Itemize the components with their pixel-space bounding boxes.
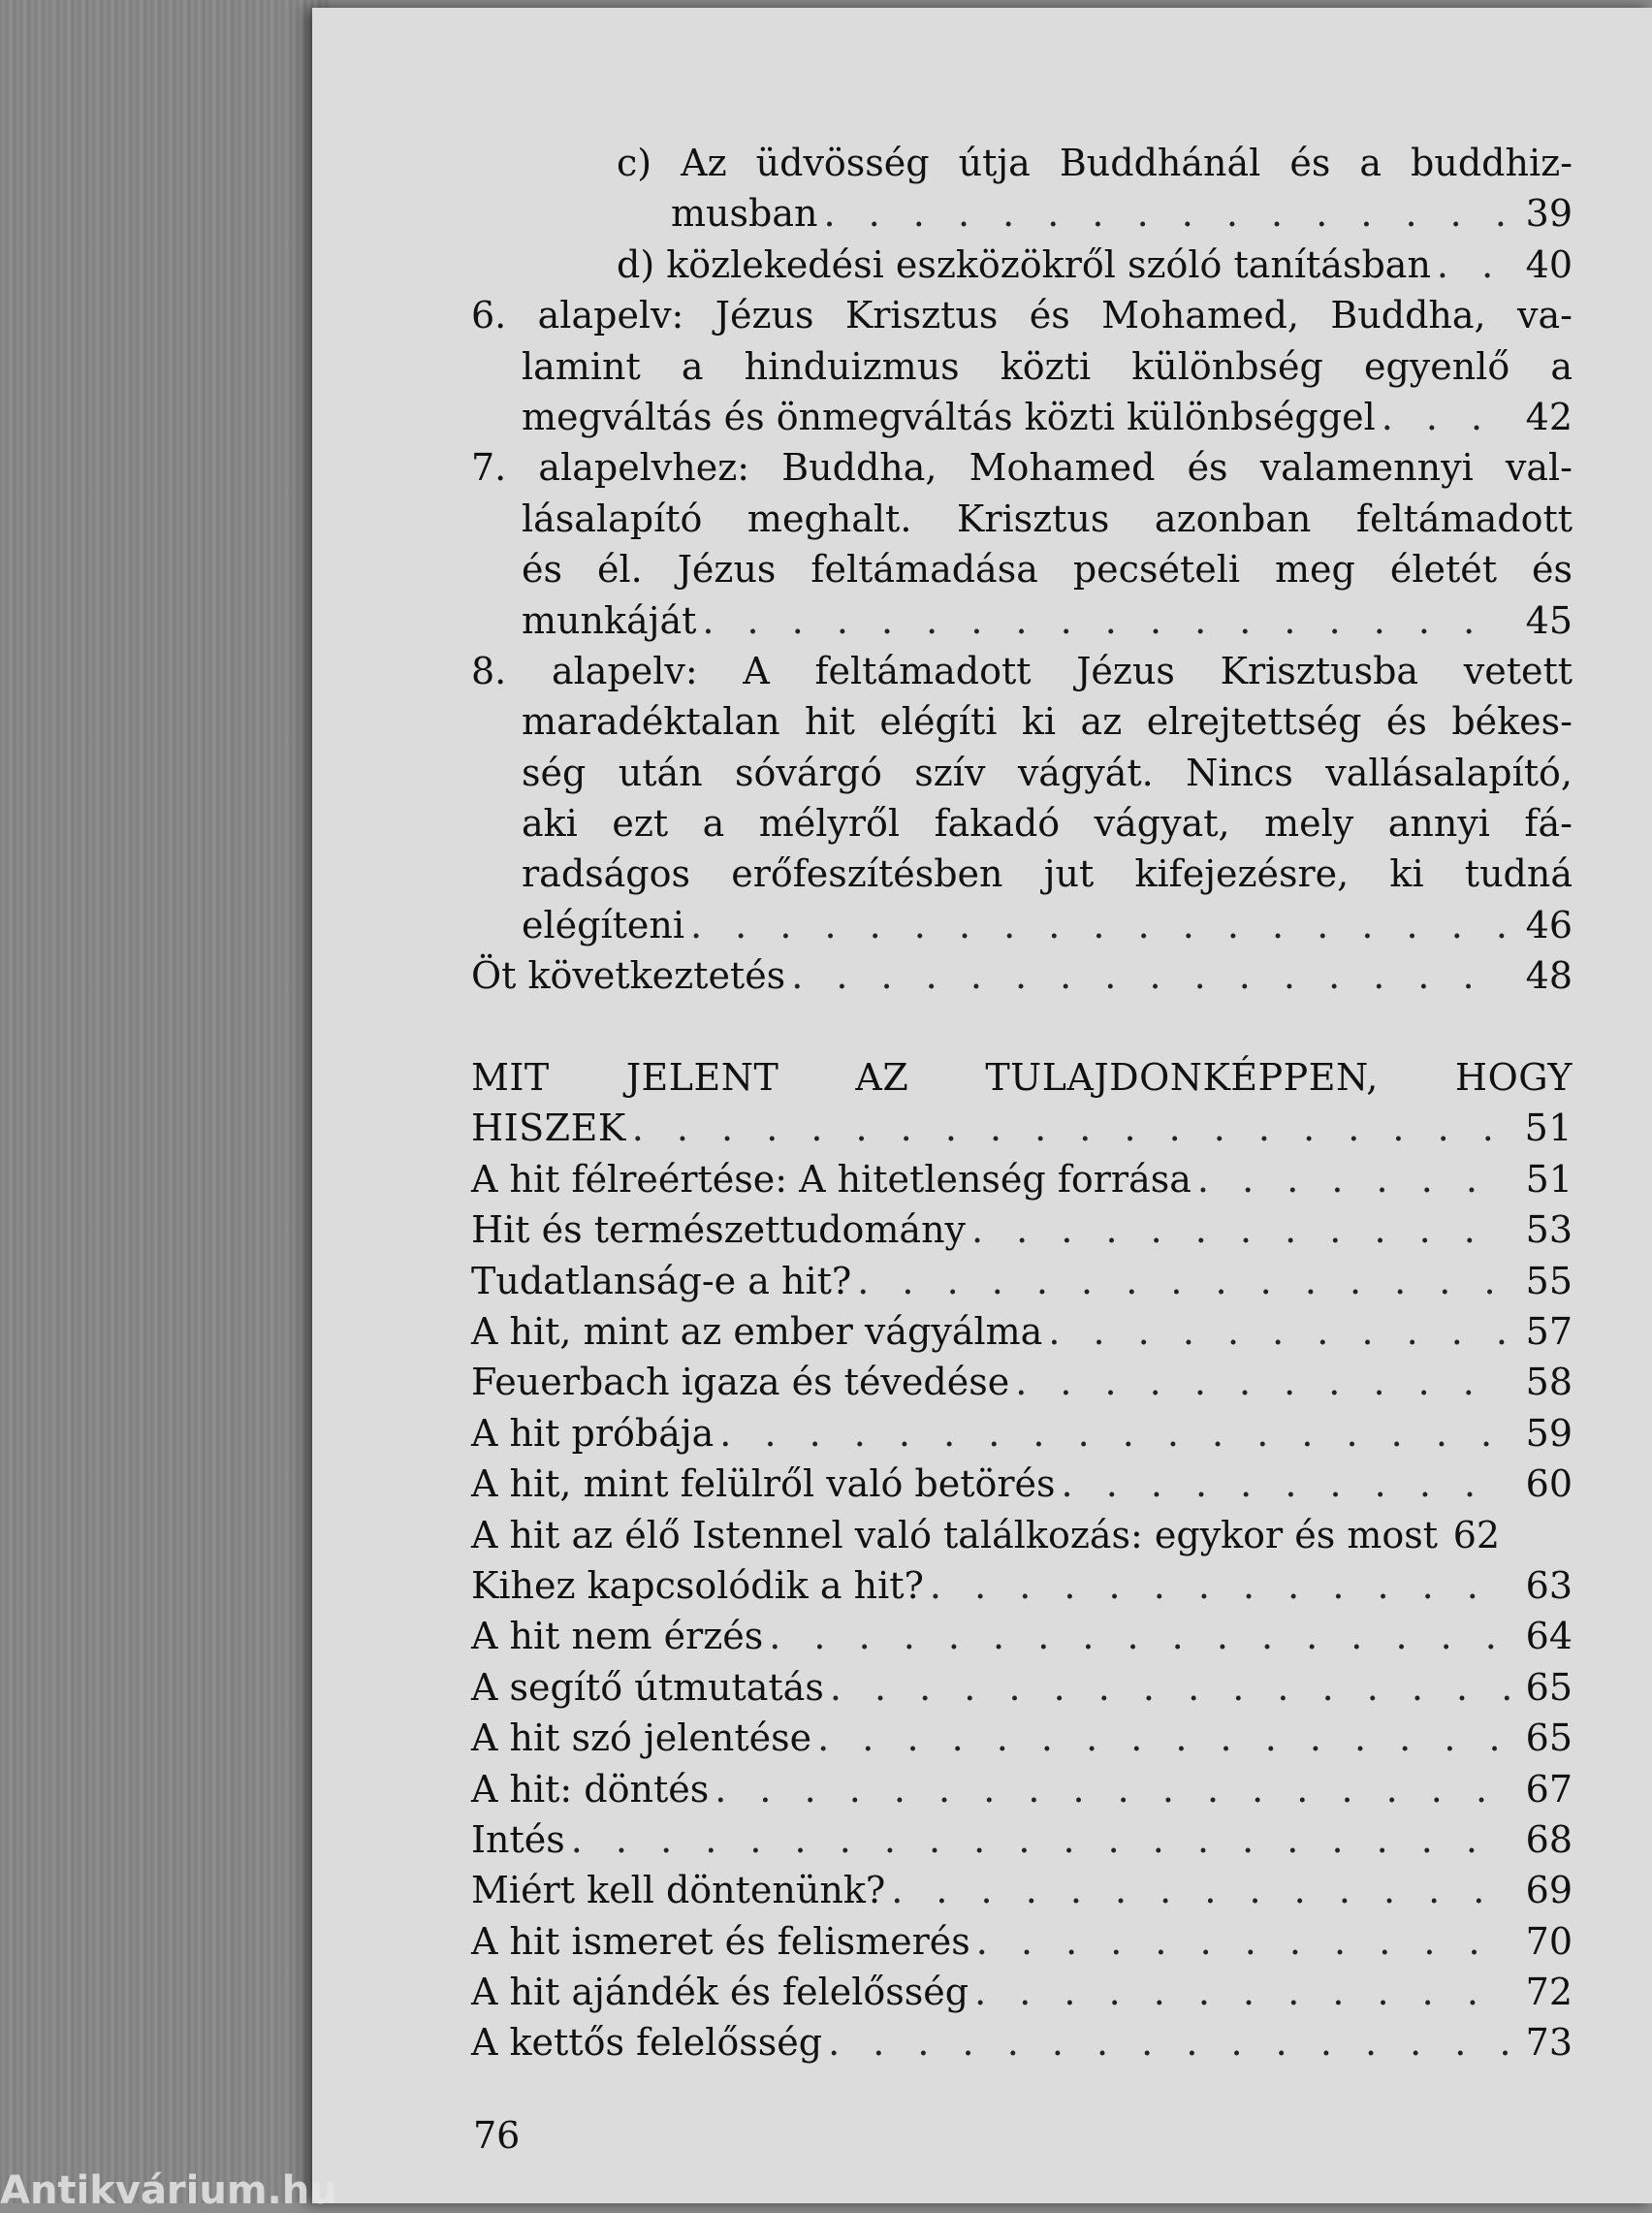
background-left-panel [0, 0, 330, 2203]
toc-page-number: 62 [1452, 1513, 1501, 1556]
toc-entry [471, 1662, 1573, 1713]
toc-line: és él. Jézus feltámadása pecsételi meg életét és [522, 548, 1573, 592]
toc-entry-title: A hit próbája [471, 1411, 715, 1455]
toc-page-number: 53 [1525, 1208, 1573, 1252]
toc-line: c) Az üdvösség útja Buddhánál és a buddhiz- [617, 142, 1573, 184]
toc-page-number: 67 [1525, 1767, 1573, 1811]
dot-leader [709, 1764, 1510, 1814]
toc-entry-title: munkáját [522, 598, 697, 642]
dot-leader [763, 1611, 1510, 1661]
toc-page-number: 63 [1525, 1563, 1573, 1607]
dot-leader [885, 1865, 1510, 1915]
toc-page-number: 51 [1525, 1157, 1573, 1201]
toc-entry-title: Öt következtetés [471, 954, 786, 998]
toc-entry [471, 1764, 1573, 1814]
dot-leader [1042, 1306, 1510, 1357]
dot-leader [817, 188, 1510, 239]
dot-leader [811, 1713, 1510, 1763]
toc-entry-title: megváltás és önmegváltás közti különbséggel [522, 395, 1376, 438]
toc-page-number: 64 [1525, 1615, 1573, 1658]
toc-entry-title: Hit és természettudomány [471, 1208, 967, 1252]
toc-page-number: 42 [1525, 395, 1573, 438]
toc-line: 8. alapelv: A feltámadott Jézus Krisztusba vetett [471, 649, 1573, 692]
toc-entry [471, 1560, 1573, 1611]
watermark: Antikvárium.hu [0, 2168, 337, 2213]
toc-page-number: 57 [1525, 1309, 1573, 1353]
toc-entry [471, 1357, 1573, 1407]
dot-leader [851, 1256, 1510, 1306]
toc-page-number: 60 [1525, 1462, 1573, 1506]
toc-entry-title: A hit nem érzés [471, 1615, 764, 1658]
toc-entry [471, 900, 1573, 950]
toc-page-number: 40 [1525, 242, 1573, 286]
toc-page-number: 39 [1525, 192, 1573, 236]
toc-entry-title: A segítő útmutatás [471, 1665, 824, 1709]
section-heading: MIT JELENT AZ TULAJDONKÉPPEN, HOGY [471, 1056, 1573, 1100]
toc-entry [471, 1814, 1573, 1865]
toc-entry [471, 1154, 1573, 1204]
toc-page-number: 73 [1525, 2021, 1573, 2065]
toc-entry [471, 1611, 1573, 1661]
toc-entry [471, 1408, 1573, 1459]
toc-line: maradéktalan hit elégíti ki az elrejtettség és békes- [522, 700, 1573, 744]
dot-leader [924, 1560, 1510, 1611]
dot-leader [714, 1408, 1510, 1459]
toc-entry [471, 240, 1573, 290]
dot-leader [1431, 240, 1510, 290]
toc-entry-title: A hit az élő Istennel való találkozás: egykor és most [471, 1513, 1439, 1556]
toc-entry [471, 950, 1573, 1001]
toc-entry-title: d) közlekedési eszközökről szóló tanításban [617, 242, 1431, 286]
toc-page-number: 55 [1525, 1259, 1573, 1302]
toc-page-number: 68 [1525, 1817, 1573, 1861]
toc-entry-title: A hit ismeret és felismerés [471, 1919, 970, 1963]
toc-entry-title: elégíteni [522, 903, 684, 946]
toc-entry [471, 1967, 1573, 2017]
toc-entry [471, 1103, 1573, 1153]
dot-leader [626, 1103, 1510, 1153]
toc-entry [471, 1916, 1573, 1967]
dot-leader [966, 1204, 1510, 1255]
toc-entry-title: A hit, mint felülről való betörés [471, 1462, 1056, 1506]
dot-leader [1009, 1357, 1510, 1407]
toc-page-number: 46 [1525, 903, 1573, 946]
toc-entry-title: A hit szó jelentése [471, 1716, 812, 1760]
toc-entry-title: Kihez kapcsolódik a hit? [471, 1563, 924, 1607]
dot-leader [1191, 1154, 1510, 1204]
toc-line: aki ezt a mélyről fakadó vágyat, mely annyi fá- [522, 802, 1573, 846]
toc-entry [471, 1204, 1573, 1255]
toc-entry-title: Miért kell döntenünk? [471, 1869, 886, 1912]
dot-leader [565, 1814, 1510, 1865]
section-gap [471, 1002, 1573, 1052]
dot-leader [684, 900, 1510, 950]
toc-page-number: 70 [1525, 1919, 1573, 1963]
toc-page-number: 58 [1525, 1361, 1573, 1404]
toc-entry-title: musban [671, 192, 818, 236]
toc-page-number: 51 [1524, 1106, 1573, 1150]
toc-page-number: 69 [1525, 1869, 1573, 1912]
toc-entry-title: A hit: döntés [471, 1767, 710, 1811]
toc-entry [471, 595, 1573, 646]
dot-leader [824, 1662, 1510, 1713]
dot-leader [969, 1967, 1510, 2017]
toc-entry [471, 392, 1573, 442]
toc-line: lamint a hinduizmus közti különbség egyenlő a [522, 344, 1573, 388]
toc-entry-title: A hit ajándék és felelősség [471, 1971, 969, 2014]
toc-entry [471, 1865, 1573, 1915]
toc-entry-title: HISZEK [471, 1106, 626, 1150]
toc-page-number: 65 [1525, 1716, 1573, 1760]
table-of-contents [471, 138, 1573, 2069]
toc-entry [471, 188, 1573, 239]
toc-entry [471, 2017, 1573, 2068]
toc-entry [471, 1256, 1573, 1306]
dot-leader [822, 2017, 1510, 2068]
toc-line: radságos erőfeszítésben jut kifejezésre, ki tudná [522, 852, 1573, 896]
page-number: 76 [473, 2114, 521, 2157]
toc-line: 7. alapelvhez: Buddha, Mohamed és valamennyi val- [471, 446, 1573, 490]
toc-line: ség után sóvárgó szív vágyát. Nincs vallásalapító, [522, 751, 1573, 794]
toc-entry-title: Tudatlanság-e a hit? [471, 1259, 852, 1302]
toc-page-number: 48 [1525, 954, 1573, 998]
toc-entry-title: A kettős felelősség [471, 2021, 823, 2065]
toc-entry [471, 1510, 1573, 1560]
toc-page-number: 59 [1525, 1411, 1573, 1455]
dot-leader [1376, 392, 1510, 442]
toc-entry [471, 1306, 1573, 1357]
toc-entry-title: Intés [471, 1817, 565, 1861]
toc-line: 6. alapelv: Jézus Krisztus és Mohamed, Buddha, va- [471, 294, 1573, 337]
toc-entry-title: A hit, mint az ember vágyálma [471, 1309, 1043, 1353]
toc-entry-title: Feuerbach igaza és tévedése [471, 1361, 1010, 1404]
toc-entry [471, 1713, 1573, 1763]
dot-leader [696, 595, 1510, 646]
dot-leader [970, 1916, 1510, 1967]
toc-entry [471, 1459, 1573, 1509]
toc-entry-title: A hit félreértése: A hitetlenség forrása [471, 1157, 1191, 1201]
dot-leader [1056, 1459, 1510, 1509]
dot-leader [785, 950, 1510, 1001]
toc-line: lásalapító meghalt. Krisztus azonban feltámadott [522, 497, 1573, 540]
toc-page-number: 72 [1525, 1971, 1573, 2014]
toc-page-number: 45 [1525, 598, 1573, 642]
toc-page-number: 65 [1525, 1665, 1573, 1709]
